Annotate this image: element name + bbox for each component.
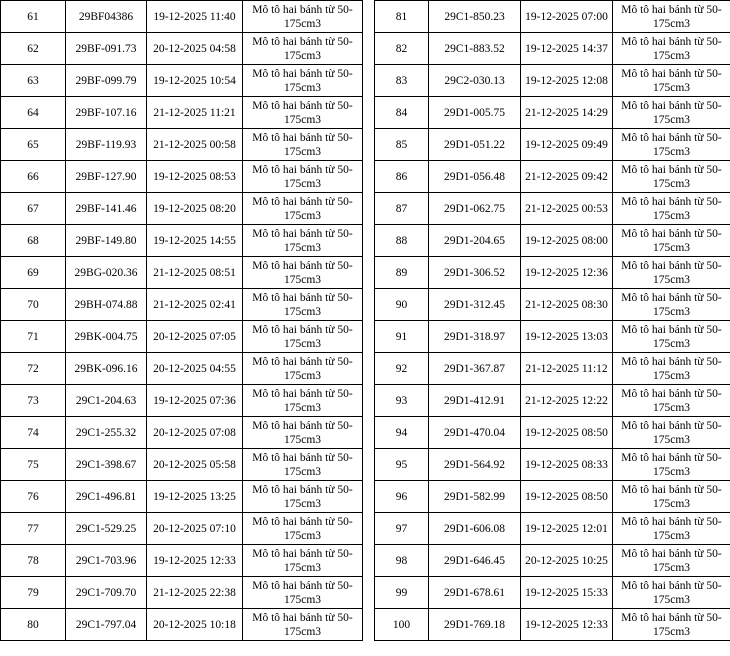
row-number: 97 — [375, 513, 429, 545]
violation-time: 19-12-2025 15:33 — [521, 577, 613, 609]
violation-time: 19-12-2025 14:55 — [147, 225, 243, 257]
row-number: 70 — [1, 289, 66, 321]
row-number: 78 — [1, 545, 66, 577]
row-number: 80 — [1, 609, 66, 641]
license-plate: 29BG-020.36 — [66, 257, 147, 289]
vehicle-type: Mô tô hai bánh từ 50-175cm3 — [613, 481, 730, 513]
violation-time: 19-12-2025 12:33 — [147, 545, 243, 577]
license-plate: 29BF-149.80 — [66, 225, 147, 257]
violation-time: 21-12-2025 00:58 — [147, 129, 243, 161]
violation-time: 21-12-2025 02:41 — [147, 289, 243, 321]
row-number: 76 — [1, 481, 66, 513]
row-number: 98 — [375, 545, 429, 577]
table-row — [375, 193, 730, 225]
table-row — [1, 97, 363, 129]
violation-time: 19-12-2025 13:25 — [147, 481, 243, 513]
row-number: 79 — [1, 577, 66, 609]
license-plate: 29BF-099.79 — [66, 65, 147, 97]
vehicle-type: Mô tô hai bánh từ 50-175cm3 — [243, 385, 363, 417]
table-row — [375, 577, 730, 609]
violation-time: 21-12-2025 22:38 — [147, 577, 243, 609]
violation-time: 20-12-2025 07:08 — [147, 417, 243, 449]
violation-table-right — [374, 0, 730, 641]
vehicle-type: Mô tô hai bánh từ 50-175cm3 — [613, 1, 730, 33]
vehicle-type: Mô tô hai bánh từ 50-175cm3 — [613, 577, 730, 609]
vehicle-type: Mô tô hai bánh từ 50-175cm3 — [243, 577, 363, 609]
row-number: 88 — [375, 225, 429, 257]
table-row — [1, 385, 363, 417]
row-number: 92 — [375, 353, 429, 385]
vehicle-type: Mô tô hai bánh từ 50-175cm3 — [243, 161, 363, 193]
vehicle-type: Mô tô hai bánh từ 50-175cm3 — [243, 545, 363, 577]
violation-time: 19-12-2025 10:54 — [147, 65, 243, 97]
row-number: 64 — [1, 97, 66, 129]
table-row — [1, 225, 363, 257]
vehicle-type: Mô tô hai bánh từ 50-175cm3 — [613, 225, 730, 257]
table-row — [375, 33, 730, 65]
vehicle-type: Mô tô hai bánh từ 50-175cm3 — [613, 257, 730, 289]
violation-time: 19-12-2025 07:00 — [521, 1, 613, 33]
violation-time: 19-12-2025 08:33 — [521, 449, 613, 481]
license-plate: 29D1-678.61 — [429, 577, 521, 609]
vehicle-type: Mô tô hai bánh từ 50-175cm3 — [243, 129, 363, 161]
vehicle-type: Mô tô hai bánh từ 50-175cm3 — [613, 161, 730, 193]
license-plate: 29D1-005.75 — [429, 97, 521, 129]
table-row — [375, 161, 730, 193]
vehicle-type: Mô tô hai bánh từ 50-175cm3 — [243, 481, 363, 513]
violation-time: 21-12-2025 08:30 — [521, 289, 613, 321]
vehicle-type: Mô tô hai bánh từ 50-175cm3 — [243, 97, 363, 129]
table-row — [1, 353, 363, 385]
violation-time: 19-12-2025 08:53 — [147, 161, 243, 193]
license-plate: 29BF04386 — [66, 1, 147, 33]
license-plate: 29BK-004.75 — [66, 321, 147, 353]
vehicle-type: Mô tô hai bánh từ 50-175cm3 — [613, 385, 730, 417]
license-plate: 29C1-797.04 — [66, 609, 147, 641]
license-plate: 29BH-074.88 — [66, 289, 147, 321]
row-number: 74 — [1, 417, 66, 449]
license-plate: 29D1-470.04 — [429, 417, 521, 449]
license-plate: 29D1-306.52 — [429, 257, 521, 289]
row-number: 94 — [375, 417, 429, 449]
violation-time: 19-12-2025 14:37 — [521, 33, 613, 65]
violation-time: 21-12-2025 11:12 — [521, 353, 613, 385]
vehicle-type: Mô tô hai bánh từ 50-175cm3 — [243, 353, 363, 385]
vehicle-type: Mô tô hai bánh từ 50-175cm3 — [613, 449, 730, 481]
table-row — [1, 129, 363, 161]
license-plate: 29BF-141.46 — [66, 193, 147, 225]
vehicle-type: Mô tô hai bánh từ 50-175cm3 — [613, 97, 730, 129]
violation-time: 19-12-2025 09:49 — [521, 129, 613, 161]
vehicle-type: Mô tô hai bánh từ 50-175cm3 — [243, 1, 363, 33]
row-number: 77 — [1, 513, 66, 545]
row-number: 81 — [375, 1, 429, 33]
row-number: 61 — [1, 1, 66, 33]
row-number: 66 — [1, 161, 66, 193]
table-row — [1, 449, 363, 481]
license-plate: 29D1-564.92 — [429, 449, 521, 481]
vehicle-type: Mô tô hai bánh từ 50-175cm3 — [243, 609, 363, 641]
violation-time: 19-12-2025 12:33 — [521, 609, 613, 641]
table-row — [1, 577, 363, 609]
row-number: 75 — [1, 449, 66, 481]
license-plate: 29C1-850.23 — [429, 1, 521, 33]
vehicle-type: Mô tô hai bánh từ 50-175cm3 — [243, 257, 363, 289]
vehicle-type: Mô tô hai bánh từ 50-175cm3 — [243, 289, 363, 321]
table-row — [1, 481, 363, 513]
table-row — [375, 545, 730, 577]
table-row — [1, 33, 363, 65]
license-plate: 29D1-204.65 — [429, 225, 521, 257]
violation-time: 20-12-2025 04:58 — [147, 33, 243, 65]
vehicle-type: Mô tô hai bánh từ 50-175cm3 — [613, 129, 730, 161]
license-plate: 29D1-606.08 — [429, 513, 521, 545]
violation-table-left — [0, 0, 363, 641]
vehicle-type: Mô tô hai bánh từ 50-175cm3 — [613, 417, 730, 449]
row-number: 65 — [1, 129, 66, 161]
row-number: 62 — [1, 33, 66, 65]
vehicle-type: Mô tô hai bánh từ 50-175cm3 — [613, 545, 730, 577]
row-number: 82 — [375, 33, 429, 65]
license-plate: 29D1-312.45 — [429, 289, 521, 321]
table-row — [375, 481, 730, 513]
license-plate: 29C1-883.52 — [429, 33, 521, 65]
row-number: 100 — [375, 609, 429, 641]
license-plate: 29C1-703.96 — [66, 545, 147, 577]
row-number: 96 — [375, 481, 429, 513]
table-row — [1, 257, 363, 289]
violation-time: 19-12-2025 08:50 — [521, 417, 613, 449]
violation-time: 20-12-2025 10:18 — [147, 609, 243, 641]
license-plate: 29D1-367.87 — [429, 353, 521, 385]
violation-time: 20-12-2025 04:55 — [147, 353, 243, 385]
table-row — [1, 545, 363, 577]
row-number: 85 — [375, 129, 429, 161]
row-number: 73 — [1, 385, 66, 417]
table-row — [375, 65, 730, 97]
vehicle-type: Mô tô hai bánh từ 50-175cm3 — [613, 513, 730, 545]
table-row — [1, 1, 363, 33]
violation-time: 20-12-2025 07:10 — [147, 513, 243, 545]
table-row — [375, 97, 730, 129]
vehicle-type: Mô tô hai bánh từ 50-175cm3 — [243, 65, 363, 97]
row-number: 99 — [375, 577, 429, 609]
row-number: 83 — [375, 65, 429, 97]
violation-time: 19-12-2025 12:08 — [521, 65, 613, 97]
table-row — [1, 289, 363, 321]
license-plate: 29D1-056.48 — [429, 161, 521, 193]
violation-time: 19-12-2025 12:01 — [521, 513, 613, 545]
row-number: 63 — [1, 65, 66, 97]
license-plate: 29C1-255.32 — [66, 417, 147, 449]
license-plate: 29C1-496.81 — [66, 481, 147, 513]
row-number: 67 — [1, 193, 66, 225]
violation-time: 19-12-2025 12:36 — [521, 257, 613, 289]
table-row — [375, 1, 730, 33]
row-number: 91 — [375, 321, 429, 353]
license-plate: 29D1-646.45 — [429, 545, 521, 577]
table-row — [375, 225, 730, 257]
vehicle-type: Mô tô hai bánh từ 50-175cm3 — [613, 33, 730, 65]
table-row — [375, 353, 730, 385]
table-row — [375, 449, 730, 481]
vehicle-type: Mô tô hai bánh từ 50-175cm3 — [243, 449, 363, 481]
violation-time: 21-12-2025 11:21 — [147, 97, 243, 129]
violation-time: 20-12-2025 10:25 — [521, 545, 613, 577]
vehicle-type: Mô tô hai bánh từ 50-175cm3 — [613, 609, 730, 641]
table-row — [1, 161, 363, 193]
row-number: 69 — [1, 257, 66, 289]
license-plate: 29C1-204.63 — [66, 385, 147, 417]
table-row — [1, 513, 363, 545]
license-plate: 29BF-127.90 — [66, 161, 147, 193]
violation-time: 19-12-2025 08:00 — [521, 225, 613, 257]
license-plate: 29D1-412.91 — [429, 385, 521, 417]
row-number: 84 — [375, 97, 429, 129]
row-number: 71 — [1, 321, 66, 353]
table-row — [375, 385, 730, 417]
vehicle-type: Mô tô hai bánh từ 50-175cm3 — [613, 353, 730, 385]
license-plate: 29C2-030.13 — [429, 65, 521, 97]
license-plate: 29C1-709.70 — [66, 577, 147, 609]
vehicle-type: Mô tô hai bánh từ 50-175cm3 — [243, 513, 363, 545]
violation-time: 19-12-2025 13:03 — [521, 321, 613, 353]
license-plate: 29D1-051.22 — [429, 129, 521, 161]
table-row — [375, 129, 730, 161]
table-row — [375, 289, 730, 321]
violation-time: 21-12-2025 12:22 — [521, 385, 613, 417]
violation-time: 19-12-2025 08:20 — [147, 193, 243, 225]
license-plate: 29D1-769.18 — [429, 609, 521, 641]
license-plate: 29D1-062.75 — [429, 193, 521, 225]
violation-table-left-body — [1, 1, 363, 641]
vehicle-type: Mô tô hai bánh từ 50-175cm3 — [613, 65, 730, 97]
row-number: 89 — [375, 257, 429, 289]
violation-time: 20-12-2025 07:05 — [147, 321, 243, 353]
violation-time: 19-12-2025 08:50 — [521, 481, 613, 513]
license-plate: 29BF-119.93 — [66, 129, 147, 161]
license-plate: 29BF-107.16 — [66, 97, 147, 129]
table-row — [1, 609, 363, 641]
license-plate: 29D1-582.99 — [429, 481, 521, 513]
table-row — [1, 65, 363, 97]
row-number: 93 — [375, 385, 429, 417]
vehicle-type: Mô tô hai bánh từ 50-175cm3 — [243, 225, 363, 257]
row-number: 90 — [375, 289, 429, 321]
violation-time: 19-12-2025 11:40 — [147, 1, 243, 33]
vehicle-type: Mô tô hai bánh từ 50-175cm3 — [243, 417, 363, 449]
violation-table-right-body — [375, 1, 730, 641]
row-number: 86 — [375, 161, 429, 193]
vehicle-type: Mô tô hai bánh từ 50-175cm3 — [243, 193, 363, 225]
table-row — [375, 609, 730, 641]
vehicle-type: Mô tô hai bánh từ 50-175cm3 — [613, 321, 730, 353]
vehicle-type: Mô tô hai bánh từ 50-175cm3 — [243, 33, 363, 65]
license-plate: 29BF-091.73 — [66, 33, 147, 65]
table-row — [375, 417, 730, 449]
violation-time: 21-12-2025 08:51 — [147, 257, 243, 289]
violation-time: 21-12-2025 14:29 — [521, 97, 613, 129]
table-row — [375, 513, 730, 545]
row-number: 87 — [375, 193, 429, 225]
table-row — [375, 257, 730, 289]
license-plate: 29D1-318.97 — [429, 321, 521, 353]
row-number: 95 — [375, 449, 429, 481]
table-row — [1, 417, 363, 449]
vehicle-type: Mô tô hai bánh từ 50-175cm3 — [243, 321, 363, 353]
table-row — [1, 193, 363, 225]
license-plate: 29C1-529.25 — [66, 513, 147, 545]
row-number: 72 — [1, 353, 66, 385]
violation-time: 21-12-2025 09:42 — [521, 161, 613, 193]
license-plate: 29BK-096.16 — [66, 353, 147, 385]
table-row — [375, 321, 730, 353]
vehicle-type: Mô tô hai bánh từ 50-175cm3 — [613, 193, 730, 225]
table-row — [1, 321, 363, 353]
row-number: 68 — [1, 225, 66, 257]
vehicle-type: Mô tô hai bánh từ 50-175cm3 — [613, 289, 730, 321]
violation-time: 19-12-2025 07:36 — [147, 385, 243, 417]
license-plate: 29C1-398.67 — [66, 449, 147, 481]
violation-time: 21-12-2025 00:53 — [521, 193, 613, 225]
violation-time: 20-12-2025 05:58 — [147, 449, 243, 481]
